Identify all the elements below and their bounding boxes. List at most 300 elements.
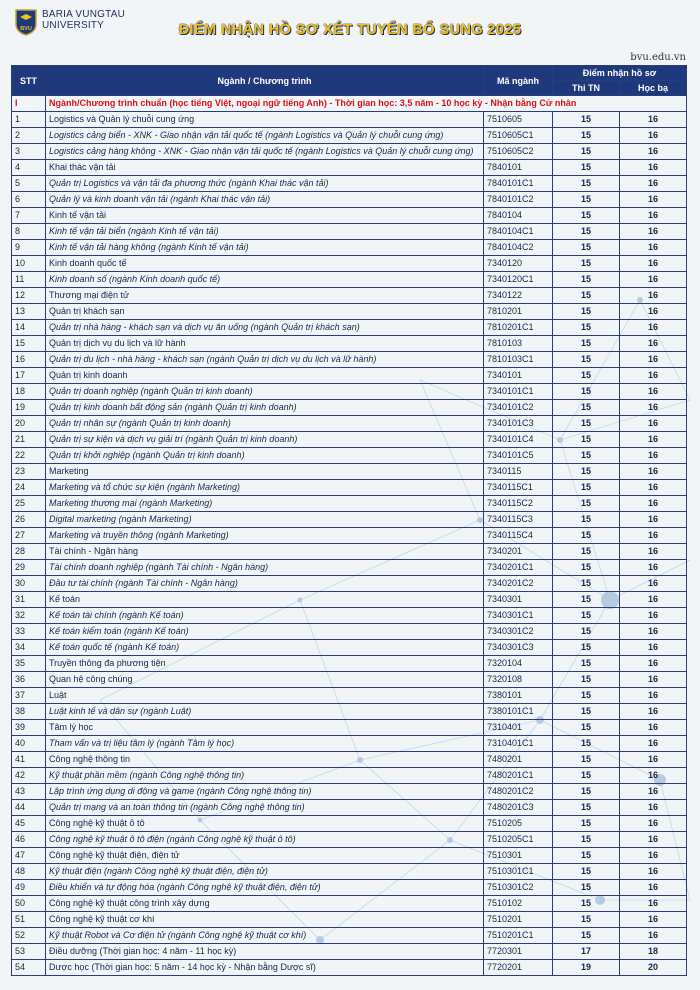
table-row [12, 112, 687, 128]
row-score-thi-tn: 15 [553, 608, 620, 624]
row-stt: 53 [12, 944, 46, 960]
row-score-thi-tn: 15 [553, 848, 620, 864]
table-row [12, 704, 687, 720]
row-stt: 20 [12, 416, 46, 432]
table-row [12, 592, 687, 608]
table-row [12, 176, 687, 192]
row-score-thi-tn: 15 [553, 800, 620, 816]
row-score-thi-tn: 15 [553, 272, 620, 288]
row-score-thi-tn: 15 [553, 576, 620, 592]
row-score-thi-tn: 15 [553, 560, 620, 576]
row-score-thi-tn: 15 [553, 704, 620, 720]
row-program-name: Quản trị kinh doanh bất động sản (ngành Quản trị kinh doanh) [46, 400, 484, 416]
row-program-code: 7810103C1 [484, 352, 553, 368]
row-program-code: 7720301 [484, 944, 553, 960]
row-program-name: Kỹ thuật điện (ngành Công nghệ kỹ thuật điện, điện tử) [46, 864, 484, 880]
row-score-hoc-ba: 16 [620, 176, 687, 192]
row-program-name: Thương mại điện tử [46, 288, 484, 304]
row-program-name: Công nghệ kỹ thuật công trình xây dựng [46, 896, 484, 912]
row-score-hoc-ba: 16 [620, 608, 687, 624]
row-stt: 28 [12, 544, 46, 560]
row-program-code: 7310401 [484, 720, 553, 736]
table-row [12, 144, 687, 160]
row-stt: 41 [12, 752, 46, 768]
row-score-thi-tn: 15 [553, 624, 620, 640]
row-score-hoc-ba: 16 [620, 432, 687, 448]
table-row [12, 512, 687, 528]
row-score-thi-tn: 15 [553, 784, 620, 800]
row-score-hoc-ba: 16 [620, 384, 687, 400]
row-stt: 51 [12, 912, 46, 928]
row-program-code: 7380101C1 [484, 704, 553, 720]
row-program-code: 7310401C1 [484, 736, 553, 752]
row-stt: 26 [12, 512, 46, 528]
row-score-hoc-ba: 16 [620, 704, 687, 720]
row-stt: 15 [12, 336, 46, 352]
row-score-thi-tn: 15 [553, 464, 620, 480]
row-stt: 33 [12, 624, 46, 640]
table-row [12, 800, 687, 816]
row-stt: 13 [12, 304, 46, 320]
admission-score-table [11, 65, 687, 976]
table-row [12, 480, 687, 496]
row-score-hoc-ba: 16 [620, 128, 687, 144]
university-line1: BARIA VUNGTAU [42, 9, 125, 20]
row-score-thi-tn: 15 [553, 528, 620, 544]
row-score-thi-tn: 15 [553, 448, 620, 464]
row-program-name: Logistics cảng biển - XNK - Giao nhận vận tải quốc tế (ngành Logistics và Quản lý chuỗi cung ứng) [46, 128, 484, 144]
table-row [12, 240, 687, 256]
row-program-name: Tâm lý học [46, 720, 484, 736]
table-row [12, 880, 687, 896]
row-score-thi-tn: 15 [553, 816, 620, 832]
row-score-hoc-ba: 16 [620, 640, 687, 656]
row-program-name: Quản trị nhân sự (ngành Quản trị kinh doanh) [46, 416, 484, 432]
row-program-name: Marketing thương mại (ngành Marketing) [46, 496, 484, 512]
row-program-code: 7840104C1 [484, 224, 553, 240]
row-score-thi-tn: 15 [553, 192, 620, 208]
row-score-hoc-ba: 16 [620, 864, 687, 880]
row-program-name: Luật kinh tế và dân sự (ngành Luật) [46, 704, 484, 720]
table-header [12, 66, 687, 96]
university-line2: UNIVERSITY [42, 20, 105, 31]
row-program-code: 7510605 [484, 112, 553, 128]
row-score-hoc-ba: 16 [620, 544, 687, 560]
table-row [12, 368, 687, 384]
row-score-thi-tn: 15 [553, 368, 620, 384]
row-stt: 42 [12, 768, 46, 784]
row-program-code: 7340115C2 [484, 496, 553, 512]
row-score-thi-tn: 15 [553, 928, 620, 944]
row-score-thi-tn: 15 [553, 256, 620, 272]
table-body [12, 96, 687, 976]
table-row [12, 288, 687, 304]
row-program-code: 7340101 [484, 368, 553, 384]
row-score-hoc-ba: 16 [620, 720, 687, 736]
table-row [12, 416, 687, 432]
row-program-name: Quan hệ công chúng [46, 672, 484, 688]
row-score-hoc-ba: 16 [620, 496, 687, 512]
header [0, 0, 700, 48]
row-program-code: 7840104 [484, 208, 553, 224]
table-row [12, 864, 687, 880]
row-score-hoc-ba: 16 [620, 272, 687, 288]
row-score-hoc-ba: 16 [620, 656, 687, 672]
table-row [12, 624, 687, 640]
row-stt: 35 [12, 656, 46, 672]
table-row [12, 336, 687, 352]
row-stt: 3 [12, 144, 46, 160]
row-stt: 22 [12, 448, 46, 464]
row-program-name: Điều khiển và tự động hóa (ngành Công nghệ kỹ thuật điện, điện tử) [46, 880, 484, 896]
row-score-thi-tn: 15 [553, 144, 620, 160]
row-program-code: 7510301C2 [484, 880, 553, 896]
row-score-thi-tn: 15 [553, 592, 620, 608]
row-program-code: 7340101C1 [484, 384, 553, 400]
row-program-code: 7510205 [484, 816, 553, 832]
row-program-name: Tài chính doanh nghiệp (ngành Tài chính - Ngân hàng) [46, 560, 484, 576]
table-row [12, 128, 687, 144]
row-stt: 25 [12, 496, 46, 512]
row-program-name: Kinh doanh số (ngành Kinh doanh quốc tế) [46, 272, 484, 288]
row-score-thi-tn: 15 [553, 432, 620, 448]
row-program-name: Luật [46, 688, 484, 704]
row-score-hoc-ba: 16 [620, 848, 687, 864]
row-program-code: 7510301 [484, 848, 553, 864]
row-stt: 30 [12, 576, 46, 592]
row-stt: 32 [12, 608, 46, 624]
table-row [12, 736, 687, 752]
row-program-code: 7380101 [484, 688, 553, 704]
row-program-name: Tham vấn và trị liệu tâm lý (ngành Tâm lý học) [46, 736, 484, 752]
row-score-thi-tn: 17 [553, 944, 620, 960]
header-code: Mã ngành [484, 66, 553, 96]
row-score-hoc-ba: 16 [620, 880, 687, 896]
row-score-thi-tn: 15 [553, 160, 620, 176]
website-url: bvu.edu.vn [630, 52, 686, 63]
row-program-name: Quản trị khách sạn [46, 304, 484, 320]
row-score-hoc-ba: 16 [620, 304, 687, 320]
row-program-name: Kế toán [46, 592, 484, 608]
row-program-code: 7810201C1 [484, 320, 553, 336]
row-program-name: Marketing và tổ chức sự kiện (ngành Marketing) [46, 480, 484, 496]
row-program-name: Quản trị du lịch - nhà hàng - khách sạn (ngành Quản trị dịch vụ du lịch và lữ hành) [46, 352, 484, 368]
table-row [12, 464, 687, 480]
row-program-name: Quản trị doanh nghiệp (ngành Quản trị kinh doanh) [46, 384, 484, 400]
row-program-name: Kế toán kiểm toán (ngành Kế toán) [46, 624, 484, 640]
row-score-hoc-ba: 16 [620, 592, 687, 608]
row-program-name: Công nghệ thông tin [46, 752, 484, 768]
row-stt: 37 [12, 688, 46, 704]
table-row [12, 720, 687, 736]
table-row [12, 960, 687, 976]
table-row [12, 608, 687, 624]
row-score-hoc-ba: 16 [620, 688, 687, 704]
row-stt: 40 [12, 736, 46, 752]
row-stt: 39 [12, 720, 46, 736]
row-score-thi-tn: 15 [553, 288, 620, 304]
row-score-hoc-ba: 16 [620, 448, 687, 464]
row-stt: 17 [12, 368, 46, 384]
row-score-thi-tn: 15 [553, 208, 620, 224]
row-program-name: Công nghệ kỹ thuật ô tô điện (ngành Công nghệ kỹ thuật ô tô) [46, 832, 484, 848]
row-program-code: 7340301C3 [484, 640, 553, 656]
row-program-name: Công nghệ kỹ thuật cơ khí [46, 912, 484, 928]
row-score-thi-tn: 15 [553, 544, 620, 560]
row-program-code: 7720201 [484, 960, 553, 976]
table-row [12, 496, 687, 512]
table-row [12, 640, 687, 656]
row-stt: 14 [12, 320, 46, 336]
row-program-name: Công nghệ kỹ thuật điện, điện tử [46, 848, 484, 864]
row-score-hoc-ba: 16 [620, 672, 687, 688]
row-score-hoc-ba: 16 [620, 240, 687, 256]
row-score-hoc-ba: 16 [620, 352, 687, 368]
row-program-name: Dược học (Thời gian học: 5 năm - 14 học kỳ - Nhận bằng Dược sĩ) [46, 960, 484, 976]
table-row [12, 576, 687, 592]
logo-text: BVU [20, 26, 32, 32]
row-stt: 6 [12, 192, 46, 208]
row-score-thi-tn: 15 [553, 320, 620, 336]
row-stt: 9 [12, 240, 46, 256]
row-program-code: 7320104 [484, 656, 553, 672]
row-score-thi-tn: 15 [553, 688, 620, 704]
table-row [12, 656, 687, 672]
table-row [12, 384, 687, 400]
row-score-hoc-ba: 16 [620, 528, 687, 544]
row-program-code: 7340301C1 [484, 608, 553, 624]
row-stt: 10 [12, 256, 46, 272]
row-stt: 11 [12, 272, 46, 288]
row-score-thi-tn: 15 [553, 912, 620, 928]
row-stt: 21 [12, 432, 46, 448]
row-stt: 52 [12, 928, 46, 944]
table-row [12, 352, 687, 368]
row-program-code: 7340201 [484, 544, 553, 560]
row-stt: 34 [12, 640, 46, 656]
row-program-code: 7510605C2 [484, 144, 553, 160]
row-program-code: 7510102 [484, 896, 553, 912]
row-stt: 43 [12, 784, 46, 800]
table-row [12, 928, 687, 944]
table-row [12, 160, 687, 176]
row-score-hoc-ba: 16 [620, 464, 687, 480]
row-program-name: Khai thác vận tải [46, 160, 484, 176]
row-program-code: 7510201C1 [484, 928, 553, 944]
table-row [12, 448, 687, 464]
table-row [12, 752, 687, 768]
row-score-hoc-ba: 16 [620, 208, 687, 224]
row-program-code: 7840101 [484, 160, 553, 176]
row-program-name: Quản trị mạng và an toàn thông tin (ngành Công nghệ thông tin) [46, 800, 484, 816]
row-program-name: Quản trị Logistics và vận tải đa phương thức (ngành Khai thác vận tải) [46, 176, 484, 192]
row-program-code: 7340101C5 [484, 448, 553, 464]
row-program-code: 7320108 [484, 672, 553, 688]
row-program-name: Đầu tư tài chính (ngành Tài chính - Ngân hàng) [46, 576, 484, 592]
row-stt: 23 [12, 464, 46, 480]
table-row [12, 224, 687, 240]
row-program-name: Công nghệ kỹ thuật ô tô [46, 816, 484, 832]
row-score-thi-tn: 19 [553, 960, 620, 976]
row-score-hoc-ba: 16 [620, 560, 687, 576]
row-score-thi-tn: 15 [553, 752, 620, 768]
table-row [12, 256, 687, 272]
row-score-hoc-ba: 16 [620, 336, 687, 352]
row-program-name: Lập trình ứng dụng di động và game (ngành Công nghệ thông tin) [46, 784, 484, 800]
row-program-name: Kinh tế vận tải [46, 208, 484, 224]
row-program-code: 7840101C1 [484, 176, 553, 192]
row-program-name: Kinh tế vận tải hàng không (ngành Kinh tế vận tải) [46, 240, 484, 256]
row-score-thi-tn: 15 [553, 224, 620, 240]
row-stt: 29 [12, 560, 46, 576]
row-program-name: Tài chính - Ngân hàng [46, 544, 484, 560]
row-score-hoc-ba: 16 [620, 736, 687, 752]
row-stt: 47 [12, 848, 46, 864]
row-score-hoc-ba: 16 [620, 160, 687, 176]
row-stt: 4 [12, 160, 46, 176]
table-row [12, 896, 687, 912]
row-program-code: 7340301C2 [484, 624, 553, 640]
row-score-thi-tn: 15 [553, 640, 620, 656]
row-program-name: Điều dưỡng (Thời gian học: 4 năm - 11 học kỳ) [46, 944, 484, 960]
table-row [12, 912, 687, 928]
row-program-code: 7340115C3 [484, 512, 553, 528]
row-program-code: 7340101C2 [484, 400, 553, 416]
row-stt: 31 [12, 592, 46, 608]
row-program-name: Logistics cảng hàng không - XNK - Giao nhận vận tải quốc tế (ngành Logistics và Quản lý chuỗi cung ứng) [46, 144, 484, 160]
row-score-hoc-ba: 16 [620, 192, 687, 208]
row-program-name: Quản trị dịch vụ du lịch và lữ hành [46, 336, 484, 352]
row-stt: 7 [12, 208, 46, 224]
header-stt: STT [12, 66, 46, 96]
row-stt: 1 [12, 112, 46, 128]
row-score-thi-tn: 15 [553, 672, 620, 688]
row-score-hoc-ba: 16 [620, 784, 687, 800]
row-program-code: 7810103 [484, 336, 553, 352]
row-score-hoc-ba: 16 [620, 928, 687, 944]
row-score-thi-tn: 15 [553, 832, 620, 848]
row-program-code: 7340301 [484, 592, 553, 608]
table-row [12, 320, 687, 336]
row-program-name: Marketing và truyền thông (ngành Marketing) [46, 528, 484, 544]
table-row [12, 688, 687, 704]
header-program: Ngành / Chương trình [46, 66, 484, 96]
row-score-hoc-ba: 16 [620, 512, 687, 528]
table-row [12, 528, 687, 544]
row-program-code: 7480201C1 [484, 768, 553, 784]
section-number: I [12, 96, 46, 112]
row-score-thi-tn: 15 [553, 400, 620, 416]
row-score-hoc-ba: 16 [620, 320, 687, 336]
row-program-name: Kế toán quốc tế (ngành Kế toán) [46, 640, 484, 656]
row-score-hoc-ba: 16 [620, 416, 687, 432]
header-hoc-ba: Học bạ [620, 81, 687, 96]
row-score-thi-tn: 15 [553, 768, 620, 784]
table-row [12, 848, 687, 864]
row-score-thi-tn: 15 [553, 304, 620, 320]
row-score-thi-tn: 15 [553, 240, 620, 256]
row-stt: 48 [12, 864, 46, 880]
row-score-hoc-ba: 16 [620, 112, 687, 128]
row-score-thi-tn: 15 [553, 112, 620, 128]
row-score-thi-tn: 15 [553, 656, 620, 672]
row-score-hoc-ba: 16 [620, 816, 687, 832]
row-stt: 5 [12, 176, 46, 192]
row-program-code: 7340115 [484, 464, 553, 480]
row-stt: 50 [12, 896, 46, 912]
row-stt: 44 [12, 800, 46, 816]
row-score-hoc-ba: 16 [620, 896, 687, 912]
row-program-name: Quản trị khởi nghiệp (ngành Quản trị kinh doanh) [46, 448, 484, 464]
table-row [12, 560, 687, 576]
row-score-hoc-ba: 16 [620, 624, 687, 640]
table-row [12, 192, 687, 208]
row-stt: 45 [12, 816, 46, 832]
row-program-name: Truyền thông đa phương tiện [46, 656, 484, 672]
row-score-thi-tn: 15 [553, 736, 620, 752]
row-stt: 18 [12, 384, 46, 400]
row-program-name: Quản trị nhà hàng - khách sạn và dịch vụ ăn uống (ngành Quản trị khách sạn) [46, 320, 484, 336]
row-program-code: 7340122 [484, 288, 553, 304]
row-score-thi-tn: 15 [553, 896, 620, 912]
row-program-code: 7340201C1 [484, 560, 553, 576]
row-program-name: Digital marketing (ngành Marketing) [46, 512, 484, 528]
row-program-name: Kế toán tài chính (ngành Kế toán) [46, 608, 484, 624]
row-stt: 27 [12, 528, 46, 544]
row-score-hoc-ba: 16 [620, 224, 687, 240]
row-program-name: Kinh tế vận tải biển (ngành Kinh tế vận tải) [46, 224, 484, 240]
row-program-code: 7510201 [484, 912, 553, 928]
row-program-code: 7480201C3 [484, 800, 553, 816]
row-score-hoc-ba: 18 [620, 944, 687, 960]
table-row [12, 768, 687, 784]
row-stt: 36 [12, 672, 46, 688]
page-title: ĐIỂM NHẬN HỒ SƠ XÉT TUYỂN BỔ SUNG 2025 [178, 22, 522, 38]
row-program-code: 7810201 [484, 304, 553, 320]
row-program-name: Quản trị sự kiện và dịch vụ giải trí (ngành Quản trị kinh doanh) [46, 432, 484, 448]
section-title: Ngành/Chương trình chuẩn (học tiếng Việt, ngoại ngữ tiếng Anh) - Thời gian học: 3,5 năm - 10 học kỳ - Nhận bằng Cử nhân [46, 96, 687, 112]
row-program-name: Quản trị kinh doanh [46, 368, 484, 384]
row-stt: 54 [12, 960, 46, 976]
row-score-hoc-ba: 16 [620, 576, 687, 592]
row-program-code: 7480201C2 [484, 784, 553, 800]
row-program-code: 7510605C1 [484, 128, 553, 144]
table-row [12, 272, 687, 288]
table-row [12, 672, 687, 688]
row-program-name: Kỹ thuật phần mềm (ngành Công nghệ thông tin) [46, 768, 484, 784]
row-program-name: Kỹ thuật Robot và Cơ điện tử (ngành Công nghệ kỹ thuật cơ khí) [46, 928, 484, 944]
row-program-code: 7340115C4 [484, 528, 553, 544]
table-row [12, 832, 687, 848]
row-program-name: Quản lý và kinh doanh vận tải (ngành Khai thác vận tải) [46, 192, 484, 208]
row-score-thi-tn: 15 [553, 864, 620, 880]
row-score-hoc-ba: 16 [620, 144, 687, 160]
header-thi-tn: Thi TN [553, 81, 620, 96]
row-stt: 2 [12, 128, 46, 144]
row-program-code: 7340115C1 [484, 480, 553, 496]
row-score-hoc-ba: 16 [620, 400, 687, 416]
row-stt: 16 [12, 352, 46, 368]
row-score-thi-tn: 15 [553, 128, 620, 144]
table-row [12, 432, 687, 448]
row-score-hoc-ba: 16 [620, 768, 687, 784]
row-score-hoc-ba: 16 [620, 912, 687, 928]
row-program-code: 7480201 [484, 752, 553, 768]
row-score-hoc-ba: 16 [620, 480, 687, 496]
row-program-code: 7340201C2 [484, 576, 553, 592]
row-score-thi-tn: 15 [553, 416, 620, 432]
row-stt: 38 [12, 704, 46, 720]
